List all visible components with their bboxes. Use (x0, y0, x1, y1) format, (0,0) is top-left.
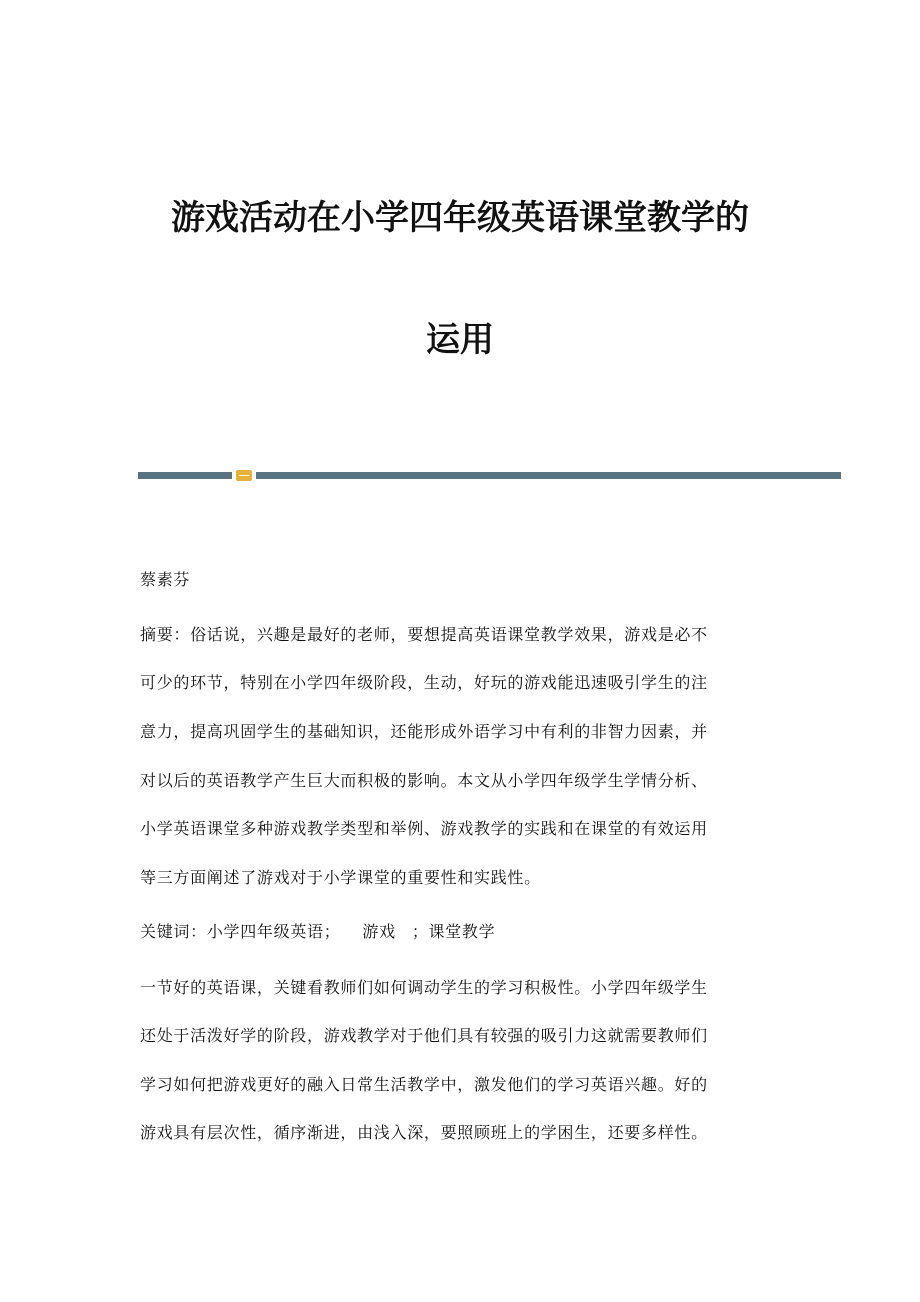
author-name: 蔡素芬 (140, 570, 191, 589)
keyword-item: 游戏 (362, 922, 396, 941)
document-title-line-1: 游戏活动在小学四年级英语课堂教学的 (171, 198, 749, 238)
divider-bar-left (138, 472, 232, 479)
body-line: 一节好的英语课，关键看教师们如何调动学生的学习积极性。小学四年级学生 (140, 978, 708, 997)
abstract-line: 对以后的英语教学产生巨大而积极的影响。本文从小学四年级学生学情分析、 (140, 771, 708, 790)
abstract-line: 小学英语课堂多种游戏教学类型和举例、游戏教学的实践和在课堂的有效运用 (140, 819, 708, 838)
body-line: 还处于活泼好学的阶段，游戏教学对于他们具有较强的吸引力这就需要教师们 (140, 1026, 708, 1045)
document-title-line-2: 运用 (426, 320, 494, 360)
divider-bar-right (256, 472, 841, 479)
body-line: 学习如何把游戏更好的融入日常生活教学中，激发他们的学习英语兴趣。好的 (140, 1075, 708, 1094)
divider-badge-icon (236, 470, 252, 481)
abstract-line: 意力，提高巩固学生的基础知识，还能形成外语学习中有利的非智力因素，并 (140, 722, 708, 741)
keyword-item: 小学四年级英语； (206, 922, 341, 941)
keywords-line (140, 924, 495, 940)
abstract-line: 等三方面阐述了游戏对于小学课堂的重要性和实践性。 (140, 868, 541, 887)
keywords-label: 关键词： (140, 922, 207, 941)
body-line: 游戏具有层次性，循序渐进，由浅入深，要照顾班上的学困生，还要多样性。 (140, 1123, 708, 1142)
title-divider (138, 470, 841, 480)
keyword-item: ；课堂教学 (411, 922, 496, 941)
abstract-line: 摘要：俗话说，兴趣是最好的老师，要想提高英语课堂教学效果，游戏是必不 (140, 625, 708, 644)
abstract-line: 可少的环节，特别在小学四年级阶段，生动，好玩的游戏能迅速吸引学生的注 (140, 673, 708, 692)
